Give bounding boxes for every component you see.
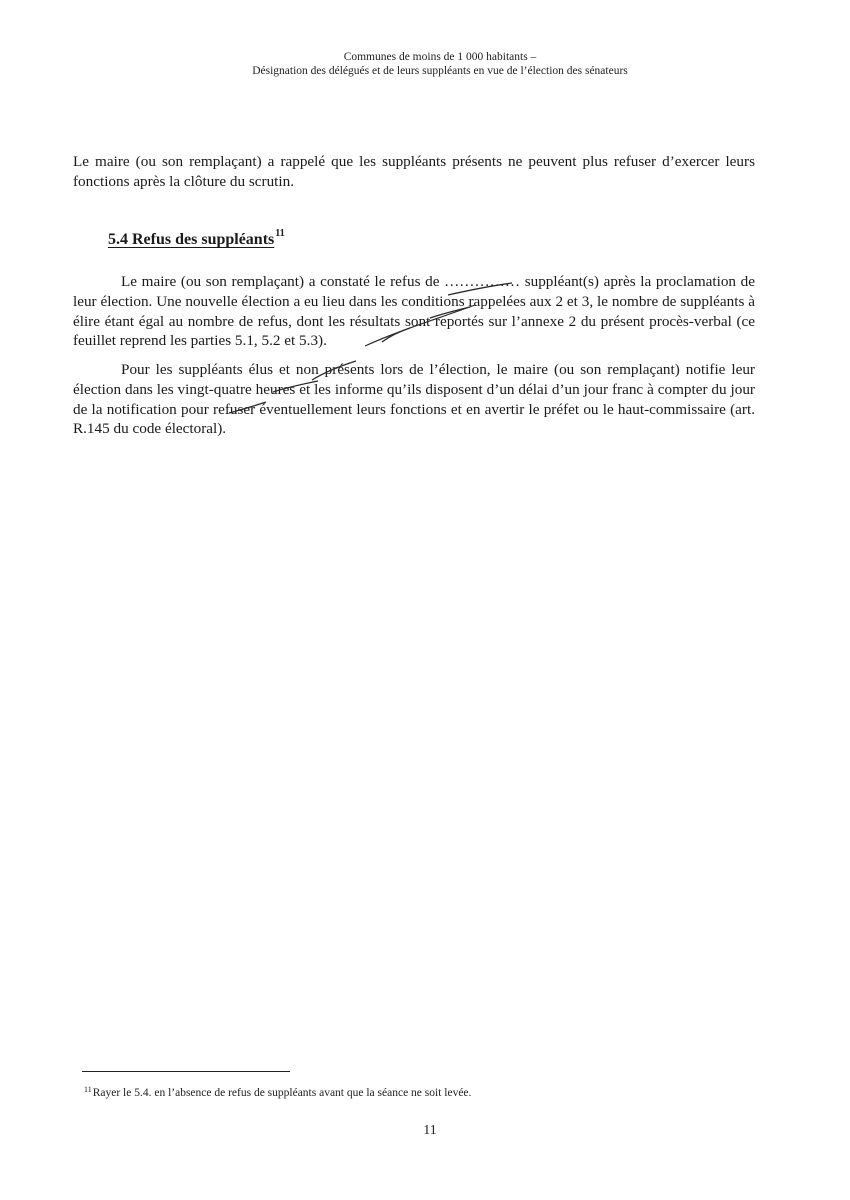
page-header [160,50,720,78]
page-number: 11 [423,1123,437,1138]
section-heading [108,228,285,249]
paragraph-notification: Pour les suppléants élus et non présents lors de l’élection, le maire (ou son remplaçant) notifie leur élection dans les vingt-quatre heures et les informe qu’ils disposent d’un délai d’un jour franc à compter du jour de la notification pour refuser éventuellement leurs fonctions et en avertir le préfet ou le haut-commissaire (art. R.145 du code électoral). [73,361,755,438]
paragraph-refusal: Le maire (ou son remplaçant) a constaté le refus de …………… suppléant(s) après la proclamation de leur élection. Une nouvelle élection a eu lieu dans les conditions rappelées aux 2 et 3, le nombre de suppléants à élire étant égal au nombre de refus, dont les résultats sont reportés sur l’annexe 2 du présent procès-verbal (ce feuillet reprend les parties 5.1, 5.2 et 5.3). [73,273,755,350]
paragraph-closing-reminder: Le maire (ou son remplaçant) a rappelé que les suppléants présents ne peuvent plus refuser d’exercer leurs fonctions après la clôture du scrutin. [73,153,755,190]
section-footnote-ref: 11 [275,228,285,239]
section-heading-text: 5.4 Refus des suppléants [108,231,275,248]
footnote [84,1082,471,1101]
header-line-1: Communes de moins de 1 000 habitants – [343,51,537,63]
footnote-number: 11 [84,1085,92,1094]
header-line-2: Désignation des délégués et de leurs suppléants en vue de l’élection des sénateurs [252,65,628,77]
footnote-separator [82,1071,290,1072]
footnote-text: Rayer le 5.4. en l’absence de refus de suppléants avant que la séance ne soit levée. [92,1087,472,1099]
